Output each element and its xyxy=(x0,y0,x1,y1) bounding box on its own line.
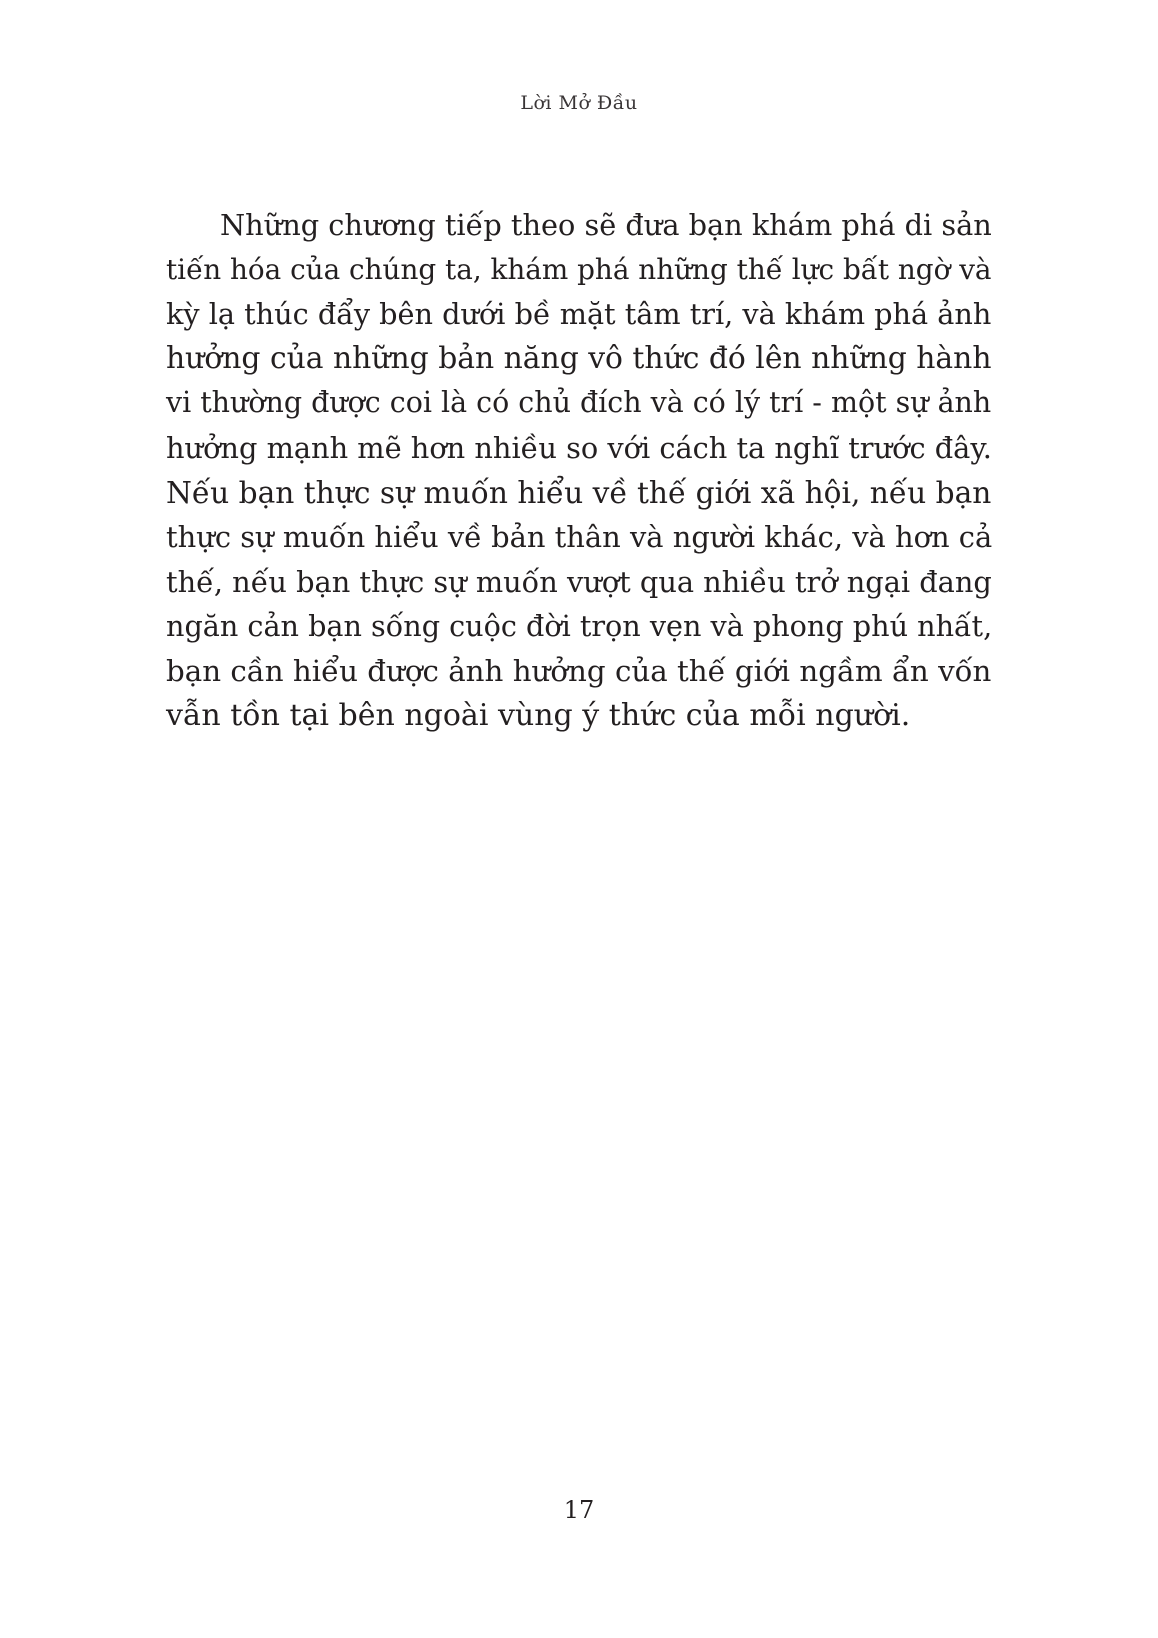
paragraph-line: Nếu bạn thực sự muốn hiểu về thế giới xã hội, nếu bạn xyxy=(166,474,992,510)
paragraph-line: kỳ lạ thúc đẩy bên dưới bề mặt tâm trí, và khám phá ảnh xyxy=(166,297,992,332)
paragraph-line: tiến hóa của chúng ta, khám phá những thế lực bất ngờ và xyxy=(166,252,992,286)
paragraph-line: thế, nếu bạn thực sự muốn vượt qua nhiều trở ngại đang xyxy=(166,564,992,599)
page-number: 17 xyxy=(563,1496,595,1524)
paragraph-line: hưởng mạnh mẽ hơn nhiều so với cách ta nghĩ trước đây. xyxy=(166,430,992,465)
paragraph-line: ngăn cản bạn sống cuộc đời trọn vẹn và phong phú nhất, xyxy=(166,609,993,644)
paragraph-line: thực sự muốn hiểu về bản thân và người khác, và hơn cả xyxy=(166,520,993,555)
paragraph-line: vi thường được coi là có chủ đích và có lý trí - một sự ảnh xyxy=(166,386,992,420)
paragraph-line: hưởng của những bản năng vô thức đó lên những hành xyxy=(166,340,992,376)
paragraph-line: bạn cần hiểu được ảnh hưởng của thế giới ngầm ẩn vốn xyxy=(166,653,992,688)
running-header-title: Lời Mở Đầu xyxy=(520,92,638,114)
paragraph-line: Những chương tiếp theo sẽ đưa bạn khám phá di sản xyxy=(220,208,992,242)
paragraph-line: vẫn tồn tại bên ngoài vùng ý thức của mỗi người. xyxy=(166,697,911,733)
body-paragraph xyxy=(166,203,992,738)
